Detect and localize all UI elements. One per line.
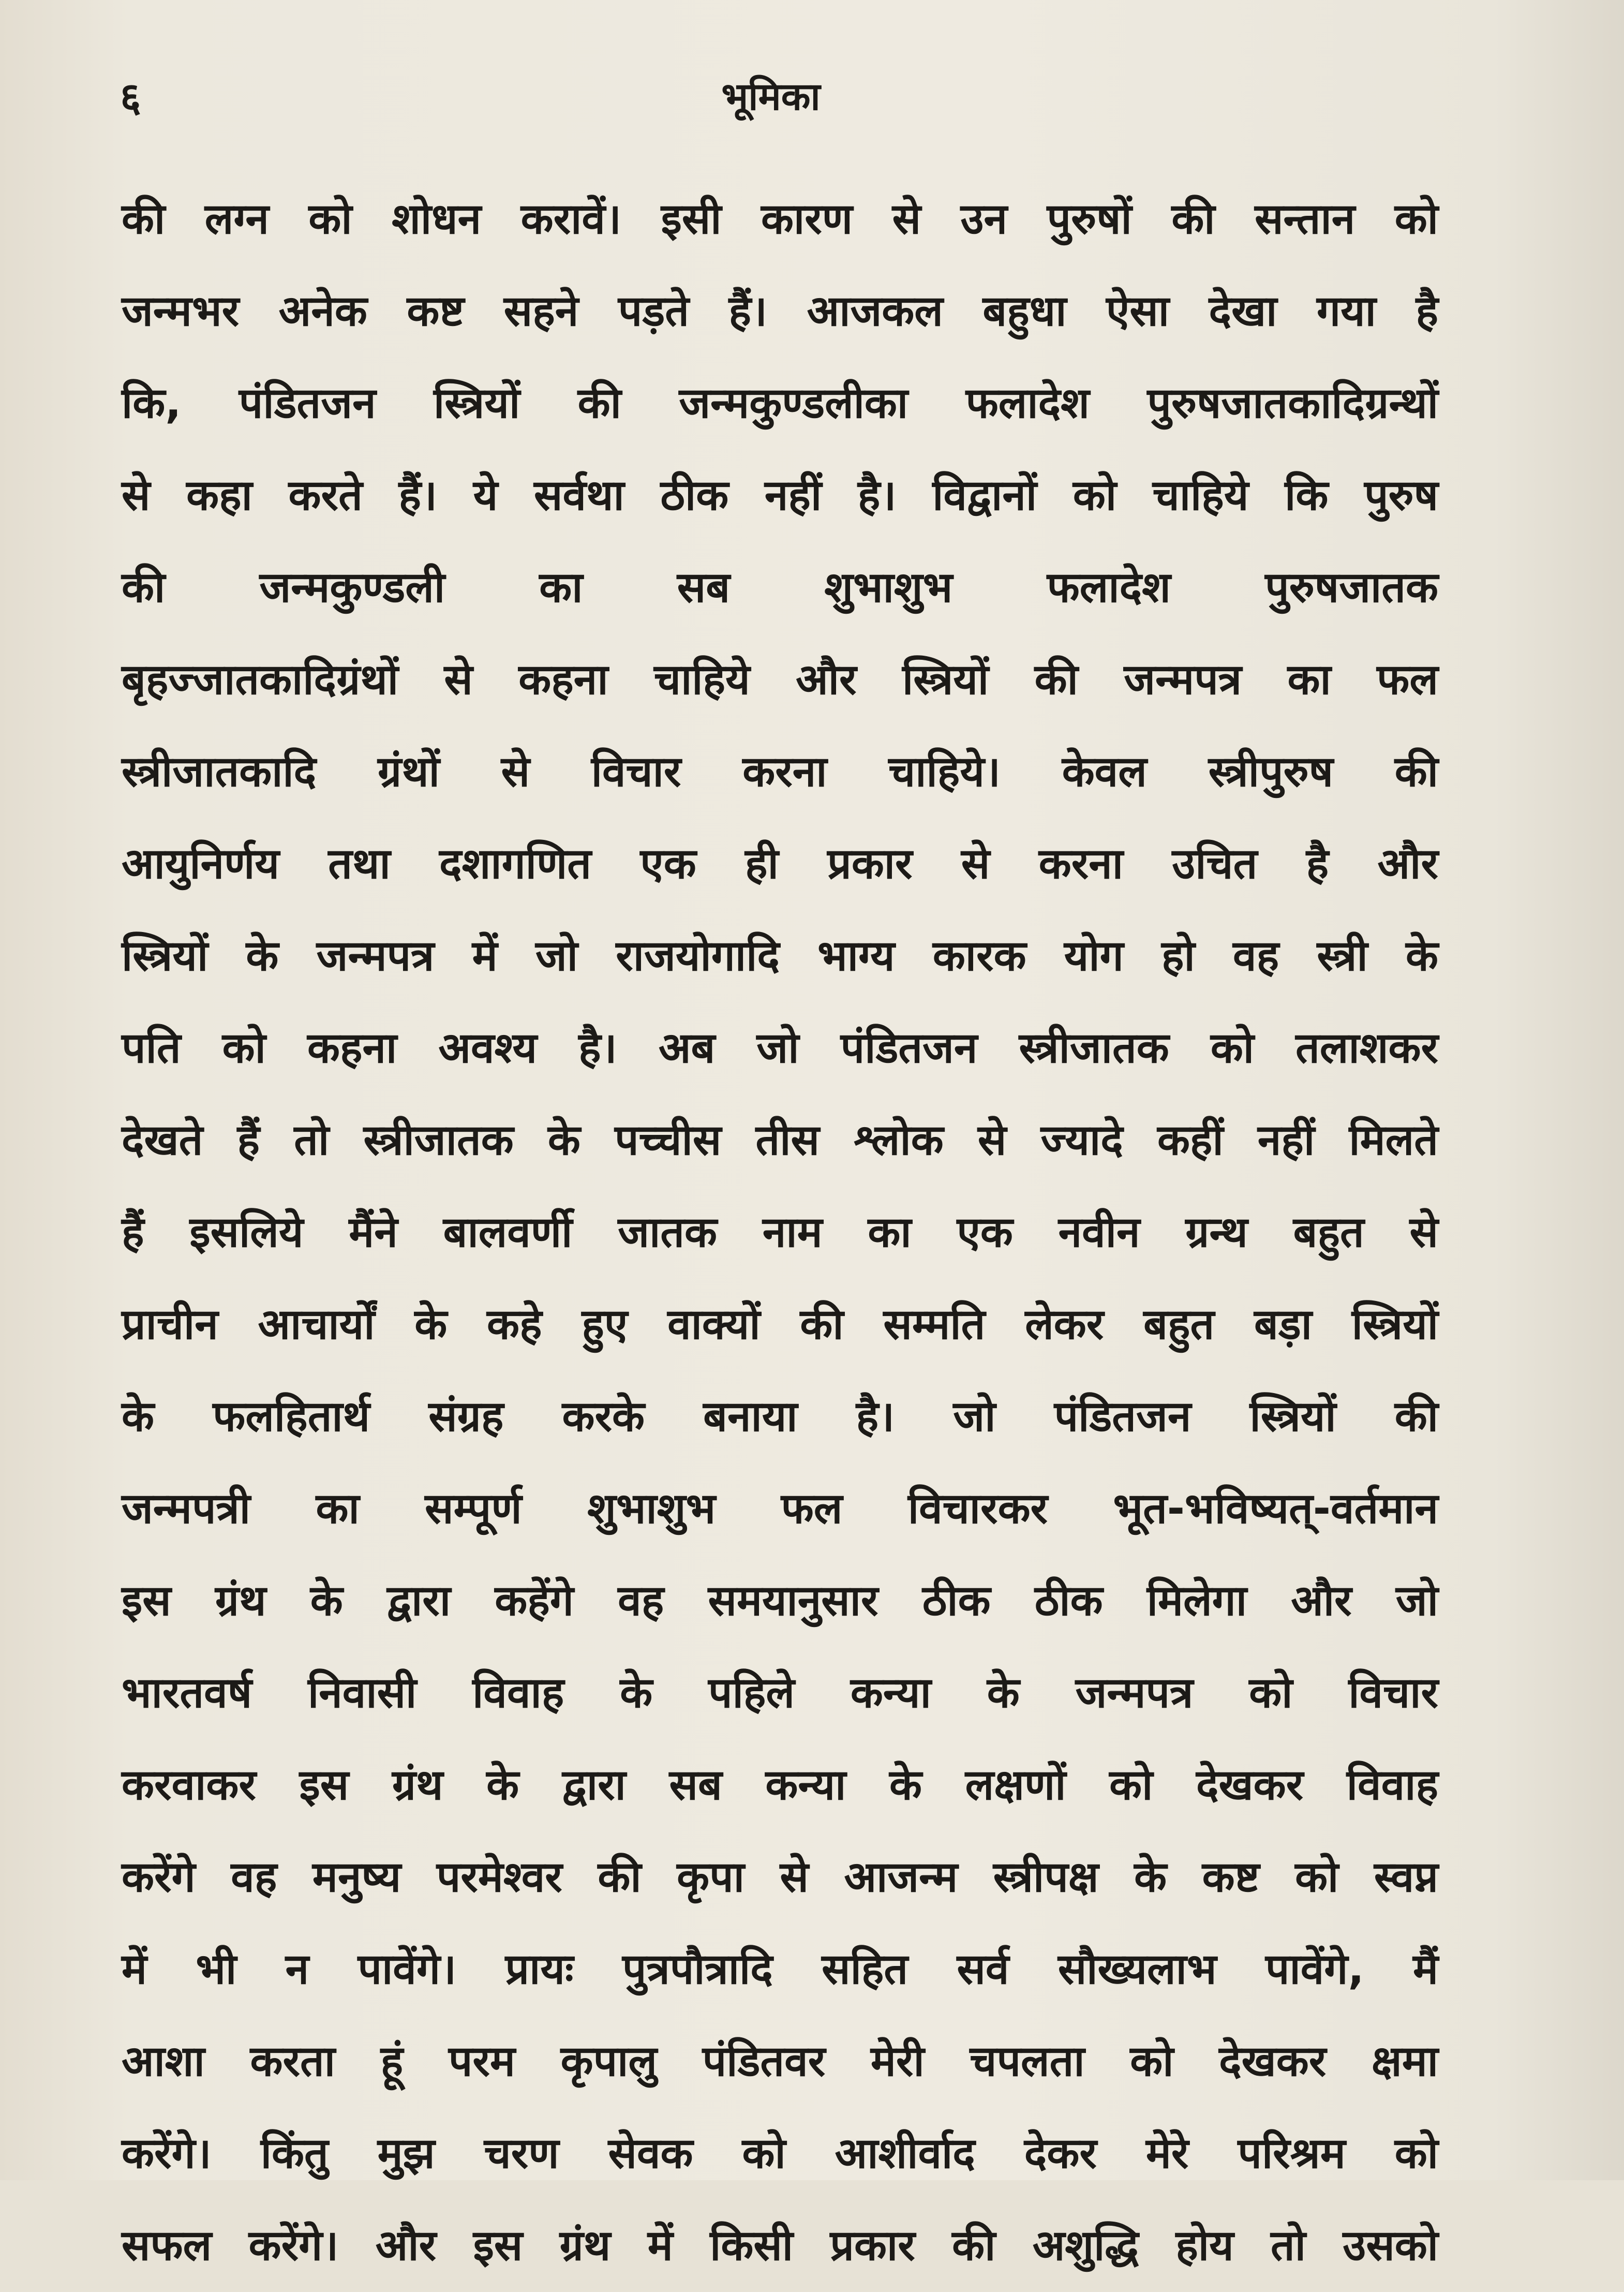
text-line: आयुनिर्णय तथा दशागणित एक ही प्रकार से करना उचित है और bbox=[122, 839, 1438, 889]
text-line: की लग्न को शोधन करावें। इसी कारण से उन पुरुषों की सन्तान को bbox=[122, 195, 1438, 244]
text-line: प्राचीन आचार्यों के कहे हुए वाक्यों की सम्मति लेकर बहुत बड़ा स्त्रियों bbox=[122, 1300, 1438, 1349]
text-line: भारतवर्ष निवासी विवाह के पहिले कन्या के जन्मपत्र को विचार bbox=[122, 1668, 1438, 1718]
text-line: आशा करता हूं परम कृपालु पंडितवर मेरी चपलता को देखकर क्षमा bbox=[122, 2037, 1438, 2086]
running-head: भूमिका bbox=[721, 75, 821, 119]
text-line: की जन्मकुण्डली का सब शुभाशुभ फलादेश पुरुषजातक bbox=[122, 563, 1438, 612]
text-line: इस ग्रंथ के द्वारा कहेंगे वह समयानुसार ठीक ठीक मिलेगा और जो bbox=[122, 1576, 1438, 1625]
text-line: जन्मभर अनेक कष्ट सहने पड़ते हैं। आजकल बहुधा ऐसा देखा गया है bbox=[122, 287, 1438, 336]
text-line: हैं इसलिये मैंने बालवर्णी जातक नाम का एक नवीन ग्रन्थ बहुत से bbox=[122, 1208, 1438, 1257]
text-line: कि, पंडितजन स्त्रियों की जन्मकुण्डलीका फलादेश पुरुषजातकादिग्रन्थों bbox=[122, 379, 1438, 428]
text-line: करेंगे। किंतु मुझ चरण सेवक को आशीर्वाद देकर मेरे परिश्रम को bbox=[122, 2129, 1438, 2178]
text-line: करेंगे वह मनुष्य परमेश्वर की कृपा से आजन्म स्त्रीपक्ष के कष्ट को स्वप्न bbox=[122, 1853, 1438, 1902]
text-line: से कहा करते हैं। ये सर्वथा ठीक नहीं है। विद्वानों को चाहिये कि पुरुष bbox=[122, 471, 1438, 520]
text-line: सफल करेंगे। और इस ग्रंथ में किसी प्रकार की अशुद्धि होय तो उसको bbox=[122, 2221, 1438, 2270]
text-line: बृहज्जातकादिग्रंथों से कहना चाहिये और स्त्रियों की जन्मपत्र का फल bbox=[122, 655, 1438, 704]
text-line: पति को कहना अवश्य है। अब जो पंडितजन स्त्रीजातक को तलाशकर bbox=[122, 1024, 1438, 1073]
text-line: स्त्रियों के जन्मपत्र में जो राजयोगादि भाग्य कारक योग हो वह स्त्री के bbox=[122, 931, 1438, 981]
text-line: करवाकर इस ग्रंथ के द्वारा सब कन्या के लक्षणों को देखकर विवाह bbox=[122, 1761, 1438, 1810]
text-line: जन्मपत्री का सम्पूर्ण शुभाशुभ फल विचारकर भूत-भविष्यत्-वर्तमान bbox=[122, 1484, 1438, 1533]
text-line: में भी न पावेंगे। प्रायः पुत्रपौत्रादि सहित सर्व सौख्यलाभ पावेंगे, मैं bbox=[122, 1945, 1438, 1994]
text-line: के फलहितार्थ संग्रह करके बनाया है। जो पंडितजन स्त्रियों की bbox=[122, 1392, 1438, 1441]
page-number: ६ bbox=[120, 75, 141, 121]
text-line: देखते हैं तो स्त्रीजातक के पच्चीस तीस श्लोक से ज्यादे कहीं नहीं मिलते bbox=[122, 1116, 1438, 1165]
text-line: स्त्रीजातकादि ग्रंथों से विचार करना चाहिये। केवल स्त्रीपुरुष की bbox=[122, 747, 1438, 796]
body-text bbox=[122, 173, 1438, 2292]
